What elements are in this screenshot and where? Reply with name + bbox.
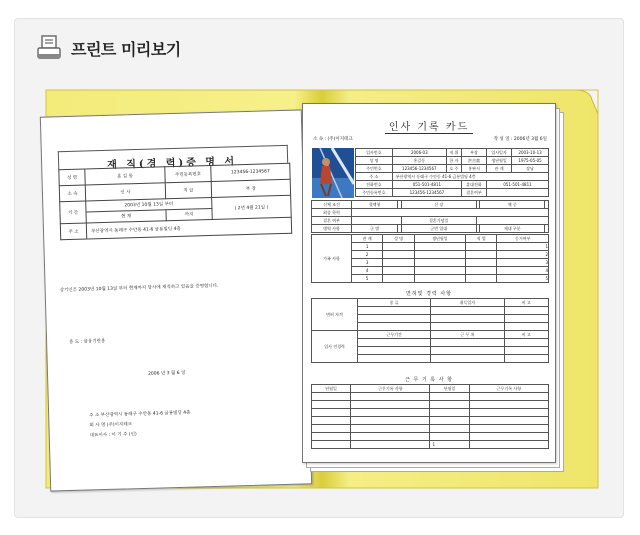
cell: 성 명 [383,235,414,243]
hr-card-dept: 소 속 : (주)이지테크 [313,137,353,142]
cell: 신 장 [401,201,476,209]
cell: 주민번호 [356,165,393,173]
hr-record-card [302,103,556,463]
cell: 1975-05-05 [512,157,549,165]
cell: 3 [352,259,383,267]
hr-basic-table [355,148,549,197]
cell: 소 속 [59,185,85,202]
cell: 홍길동 [392,157,446,165]
company-address: 주 소 부산광역시 동래구 수안동 41-6 금룡빌딩 4층 [89,410,191,419]
hr-detail-table [311,200,549,233]
cell: 가족 사항 [312,235,352,283]
company-name: 회 사 명 (주)이지테크 [89,422,133,429]
cell: 051-501-4811 [487,181,549,189]
printer-icon [37,34,63,62]
cell: 동거여부 [497,235,549,243]
cell: 성 명 [356,157,393,165]
cell: 한 자 [446,157,461,165]
company-ceo: 대표이사 : 이 기 주 (인) [89,432,137,439]
cell: 군번 입대 [401,225,476,233]
certificate-purpose: 상기인은 2003년 10월 13일 부터 현재까지 당사에 재직하고 있음을 증명합니다. [59,283,219,294]
cell: 2 [352,251,383,259]
cell: 2006-03 [392,149,446,157]
cell: 근무기록 사항 [469,385,548,393]
cell: 洪吉童 [462,157,487,165]
cell: ( 2년 4월 21일 ) [212,195,292,219]
cell: 직 급 [165,181,211,198]
cell: 주 소 [60,223,86,240]
cell: 근 무 처 [431,331,504,339]
cell: 결혼기념일 [401,217,476,225]
cell: 2003년 10월 13일 부터 [86,197,212,212]
cell: 주민등록번호 [165,165,211,182]
cell: 부산광역시 동래구 수안동 41-6 금룡빌딩 4층 [86,217,291,239]
cell: 홍 길 동 [85,167,165,185]
employee-photo [312,148,354,198]
cell: 체 중 [480,201,545,209]
cell: 1 [497,243,549,251]
cell: 까지 [166,208,212,220]
cell: 취득일자 [431,299,504,307]
cell: 인 사 [85,183,165,201]
cell: 입사 전경력 [312,331,358,363]
cell: 최종 학력 [312,209,352,217]
cell: 년월일 [312,385,351,393]
cell: 성 명 [59,169,85,186]
license-table [311,298,549,363]
cell: 4 [352,267,383,275]
cell: 근무기록 사항 [351,385,430,393]
cell: 직 업 [466,235,497,243]
cell: 비 고 [504,299,549,307]
cell: 부 장 [211,179,290,197]
cell: 부장 [462,149,487,157]
family-table [311,234,549,283]
cell: 장남 [512,165,549,173]
certificate-table [58,163,292,240]
cell: 입사일자 [487,149,512,157]
cell: 휴대전화 [462,181,487,189]
cell: 주 소 [356,173,393,181]
cell: 생년월일 [414,235,466,243]
certificate-use: 용 도 : 금융기관용 [69,338,106,345]
panel-header [37,31,181,65]
cell: 병역 사항 [312,225,352,233]
cell: 3 [497,259,549,267]
certificate-date: 2006 년 3 월 6 일 [147,370,186,377]
cell: 입사번호 [356,149,393,157]
page-title: 프린트 미리보기 [71,39,181,59]
cell: 현 재 [86,210,166,223]
cell: 호 주 [446,165,461,173]
cell: 면허 자격 [312,299,358,331]
employment-certificate [40,109,312,491]
cell: 결혼 여부 [312,217,352,225]
section-career: 근 무 기 록 사 항 [405,377,453,383]
cell: 123456-1234567 [392,165,446,173]
cell: 2 [497,251,549,259]
cell: 결혼여부 [462,189,487,197]
cell: 2003-10-13 [512,149,549,157]
cell: 5 [497,275,549,283]
cell: 1 [352,243,383,251]
cell: 5 [352,275,383,283]
cell: 관 계 [352,235,383,243]
cell: 123456-1234567 [211,163,290,181]
cell: 기 간 [60,201,87,224]
cell: 신체 조건 [312,201,352,209]
section-license: 면허및 경력 사항 [406,291,452,297]
certificate-title: 재 직(경 력)증 명 서 [107,156,238,171]
cell: 부산광역시 동래구 수안동 41-6 금룡빌딩 4층 [392,173,548,181]
career-table [311,384,549,449]
cell: 년월일 [430,385,469,393]
cell: 123456-1234567 [392,189,461,197]
cell: 종 류 [358,299,431,307]
hr-card-date: 작 성 일 : 2006년 3월 6일 [493,137,547,142]
cell: 직 위 [446,149,461,157]
cell: 생년월일 [487,157,512,165]
cell: 제대 구분 [480,225,545,233]
cell: 전화번호 [356,181,393,189]
cell: 근무기간 [358,331,431,339]
cell: 1 [430,441,469,449]
cell: 051-501-4811 [392,181,461,189]
cell: 군 별 [352,225,398,233]
hr-card-title: 인사 기록 카드 [303,118,555,133]
cell: 4 [497,267,549,275]
cell: 혈액형 [352,201,398,209]
cell: 주민등록번호 [356,189,393,197]
cell [487,189,549,197]
cell: 홍판서 [462,165,487,173]
cell: 비 고 [504,331,549,339]
cell: 관 계 [487,165,512,173]
